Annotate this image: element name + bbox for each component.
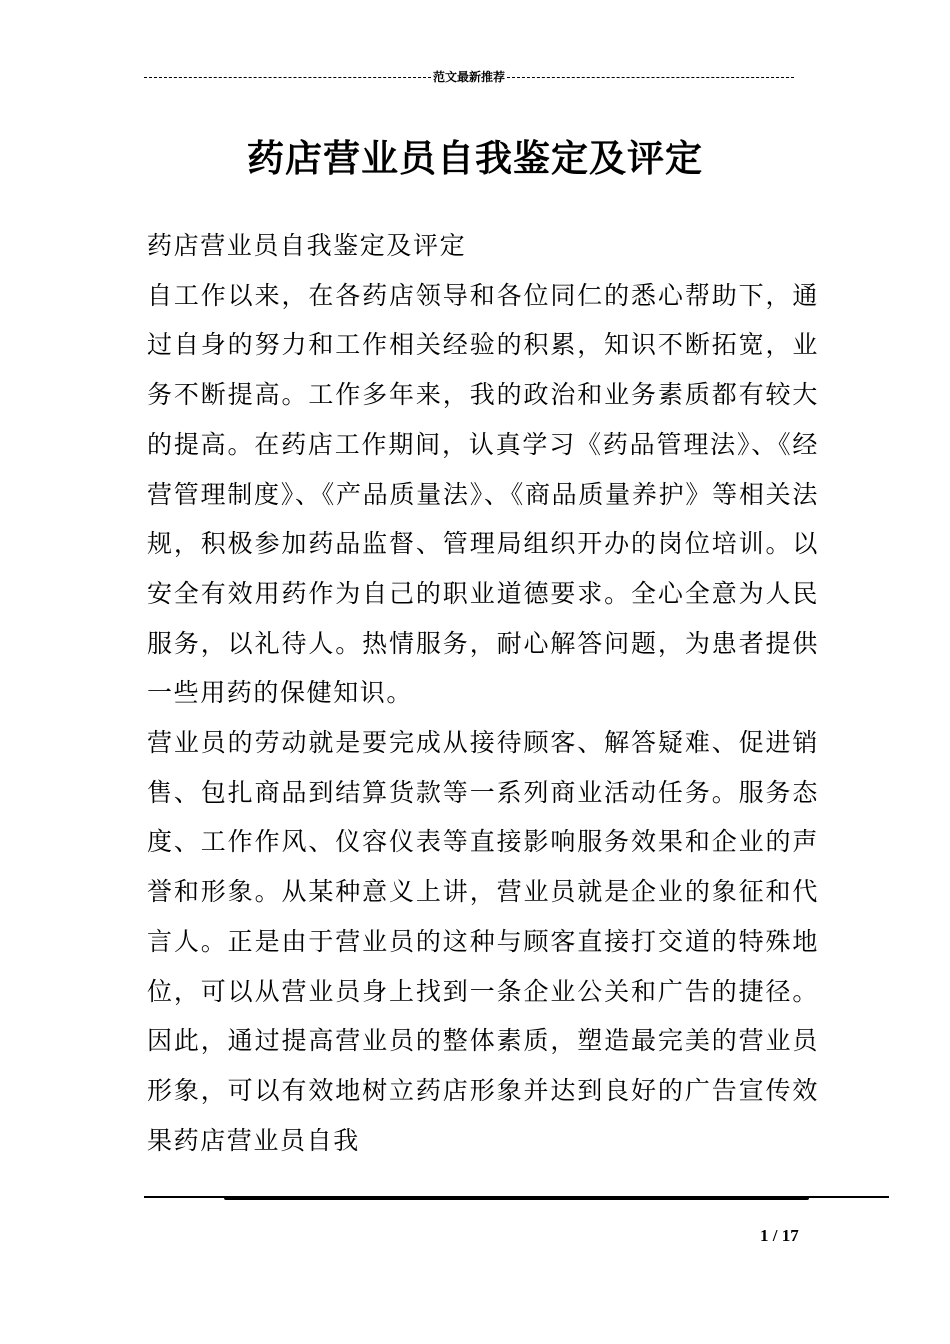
header-dash-left — [144, 77, 431, 78]
page-number: 1 / 17 — [760, 1226, 799, 1245]
paragraph-1: 自工作以来，在各药店领导和各位同仁的悉心帮助下，通过自身的努力和工作相关经验的积累，知识不断拓宽，业务不断提高。工作多年来，我的政治和业务素质都有较大的提高。在药店工作期间，认真学习《药品管理法》、《经营管理制度》、《产品质量法》、《商品质量养护》等相关法规，积极参加药品监督、管理局组织开办的岗位培训。以安全有效用药作为自己的职业道德要求。全心全意为人民服务，以礼待人。热情服务，耐心解答问题，为患者提供一些用药的保健知识。 — [147, 280, 819, 708]
header-rule — [144, 62, 794, 90]
document-title: 药店营业员自我鉴定及评定 — [247, 136, 703, 180]
paragraph-2: 营业员的劳动就是要完成从接待顾客、解答疑难、促进销售、包扎商品到结算货款等一系列商业活动任务。服务态度、工作作风、仪容仪表等直接影响服务效果和企业的声誉和形象。从某种意义上讲，营业员就是企业的象征和代言人。正是由于营业员的这种与顾客直接打交道的特殊地位，可以从营业员身上找到一条企业公关和广告的捷径。因此，通过提高营业员的整体素质，塑造最完美的营业员形象，可以有效地树立药店形象并达到良好的广告宣传效果药店营业员自我 — [147, 728, 819, 1155]
footer-rule — [144, 1196, 889, 1200]
paragraph-subtitle: 药店营业员自我鉴定及评定 — [147, 231, 467, 260]
header-dash-right — [507, 77, 794, 78]
header-label: 范文最新推荐 — [433, 69, 506, 84]
document-body — [147, 221, 819, 1165]
